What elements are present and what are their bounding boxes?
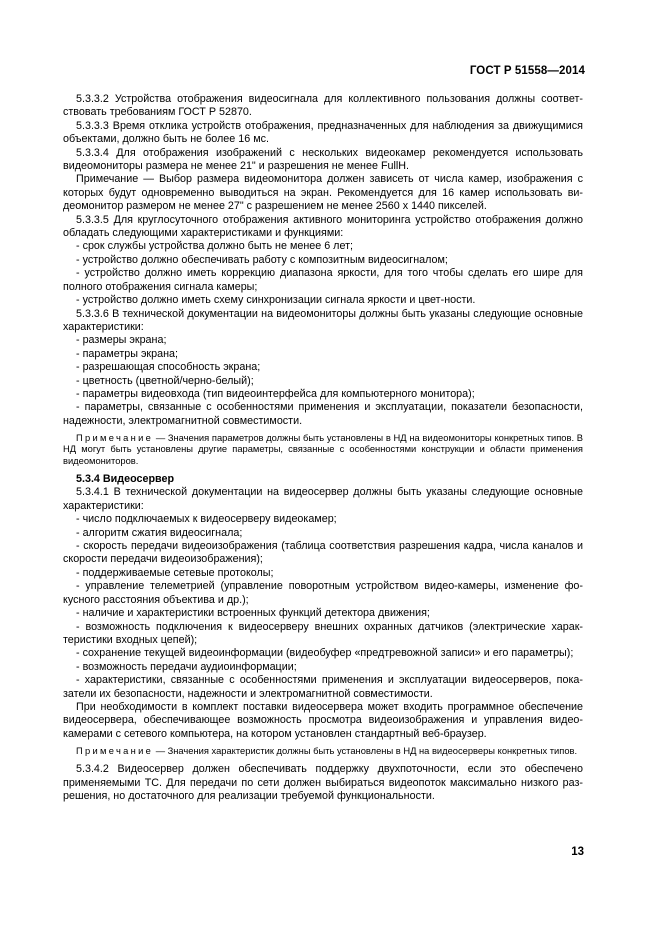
- list-item: - параметры, связанные с особенностями применения и эксплуатации, показатели безопасности, надежности, электромагнитной совместимости.: [63, 401, 583, 427]
- list-item: - алгоритм сжатия видеосигнала;: [76, 526, 243, 539]
- page-body: [63, 93, 583, 804]
- list-item: - разрешающая способность экрана;: [76, 361, 261, 374]
- paragraph-5-3-4-1: 5.3.4.1 В технической документации на видеосервер должны быть указаны следующие основные характеристики:: [63, 486, 583, 512]
- list-item: - устройство должно иметь схему синхронизации сигнала яркости и цвет-ности.: [76, 294, 476, 307]
- list-item: - число подключаемых к видеосерверу видеокамер;: [76, 513, 337, 526]
- list-item: - устройство должно обеспечивать работу с композитным видеосигналом;: [76, 253, 448, 266]
- note-videomonitors: [63, 433, 583, 467]
- paragraph-5-3-3-3: 5.3.3.3 Время отклика устройств отображения, предназначенных для наблюдения за движущимися объектами, должно быть не более 16 мс.: [63, 119, 583, 146]
- note-text: — Значения характеристик должны быть установлены в НД на видеосерверы конкретных типов.: [153, 746, 578, 757]
- list-item: - параметры экрана;: [76, 347, 178, 360]
- section-heading-videoserver: 5.3.4 Видеосервер: [76, 473, 175, 486]
- paragraph-5-3-3-6: 5.3.3.6 В технической документации на видеомониторы должны быть указаны следующие основные характеристики:: [63, 307, 583, 333]
- list-item: - поддерживаемые сетевые протоколы;: [76, 566, 274, 579]
- list-item: - параметры видеовхода (тип видеоинтерфейса для компьютерного монитора);: [76, 387, 475, 400]
- list-item: - наличие и характеристики встроенных функций детектора движения;: [76, 607, 430, 620]
- paragraph-5-3-3-4: 5.3.3.4 Для отображения изображений с нескольких видеокамер рекомендуется использовать видеомониторы размера не менее 21" и разрешения не менее FullH.: [63, 146, 583, 173]
- list-item: - цветность (цветной/черно-белый);: [76, 374, 254, 387]
- document-code: ГОСТ Р 51558—2014: [469, 65, 585, 77]
- paragraph-note-monitor-size: Примечание — Выбор размера видеомонитора должен зависеть от числа камер, изображения с которых будут одновременно выводиться на экран. Рекомендуется для 16 камер использовать видеомонитор размером не менее 27" с разрешением не менее 2560 x 1440 пикселей.: [63, 173, 583, 213]
- paragraph-5-3-4-2: 5.3.4.2 Видеосервер должен обеспечивать поддержку двухпоточности, если это обеспечено применяемыми ТС. Для передачи по сети должен выбираться видеопоток максимально низкого разрешения, но достаточного для реализации требуемой функциональности.: [63, 763, 583, 803]
- list-item: - размеры экрана;: [76, 334, 167, 347]
- list-item: - возможность подключения к видеосерверу внешних охранных датчиков (электрические характеристики входных цепей);: [63, 620, 583, 646]
- list-item: - возможность передачи аудиоинформации;: [76, 660, 297, 673]
- list-item: - сохранение текущей видеоинформации (видеобуфер «предтревожной записи» и его параметры);: [76, 647, 574, 660]
- paragraph-5-3-3-2: 5.3.3.2 Устройства отображения видеосигнала для коллективного пользования должны соответствовать требованиям ГОСТ Р 52870.: [63, 93, 583, 119]
- note-label: Примечание: [76, 746, 154, 757]
- list-item: - скорость передачи видеоизображения (таблица соответствия разрешения кадра, числа каналов и скорости передачи видеоизображения);: [63, 540, 583, 566]
- list-item: - устройство должно иметь коррекцию диапазона яркости, для того чтобы сделать его шире для полного отображения сигнала камеры;: [63, 267, 583, 293]
- note-label: Примечание: [76, 433, 154, 444]
- list-item: - характеристики, связанные с особенностями применения и эксплуатации видеосерверов, показатели их безопасности, надежности и электромагнитной совместимости.: [63, 674, 583, 700]
- list-item: - срок службы устройства должно быть не менее 6 лет;: [76, 240, 353, 253]
- list-item: - управление телеметрией (управление поворотным устройством видео-камеры, изменение фокусного расстояния объектива и др.);: [63, 580, 583, 606]
- note-text: — Значения параметров должны быть установлены в НД на видеомониторы конкретных типов. В НД могут быть установлены другие параметры, связанные с особенностями конструкции и области применения видеомониторов.: [63, 433, 583, 466]
- page-number: 13: [571, 846, 584, 858]
- paragraph-5-3-3-5: 5.3.3.5 Для круглосуточного отображения активного мониторинга устройство отображения должно обладать следующими характеристиками и функциями:: [63, 213, 583, 240]
- note-videoservers: [63, 746, 583, 757]
- paragraph-software: При необходимости в комплект поставки видеосервера может входить программное обеспечение видеосервера, обеспечивающее возможность просмотра видеоизображения и управления видеокамерами с сетевого компьютера, на котором установлен стандартный веб-браузер.: [63, 700, 583, 740]
